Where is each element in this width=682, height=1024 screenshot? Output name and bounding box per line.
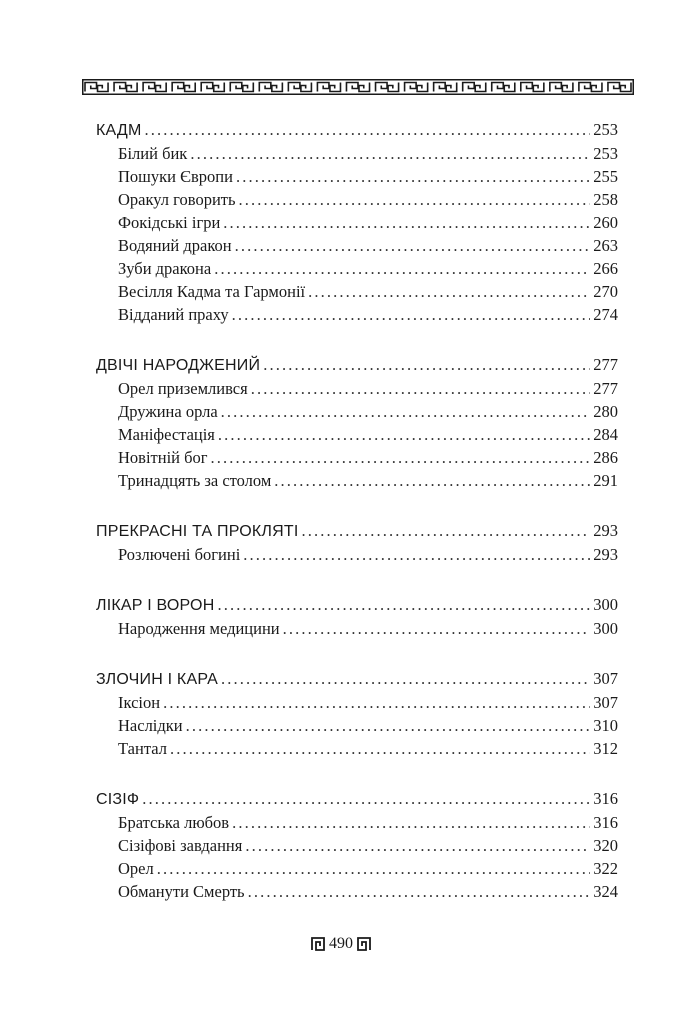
toc-chapter-title: ЗЛОЧИН І КАРА: [96, 671, 218, 688]
toc-entry-title: Зуби дракона: [118, 259, 212, 278]
toc-chapter-title: ДВІЧІ НАРОДЖЕНИЙ: [96, 357, 261, 374]
table-of-contents: [96, 117, 618, 929]
toc-entry-page: 274: [593, 305, 618, 324]
toc-entry-title: Сізіфові завдання: [118, 836, 243, 855]
dot-leader: [170, 737, 590, 760]
toc-entry: [96, 377, 618, 400]
toc-entry-page: 263: [593, 236, 618, 255]
toc-entry: [96, 400, 618, 423]
toc-entry: [96, 543, 618, 566]
toc-chapter: [96, 666, 618, 691]
toc-entry-title: Наслідки: [118, 716, 183, 735]
toc-entry-title: Дружина орла: [118, 402, 218, 421]
toc-entry: [96, 834, 618, 857]
toc-chapter-page: 253: [593, 120, 618, 139]
toc-entry-title: Орел: [118, 859, 154, 878]
dot-leader: [218, 423, 590, 446]
toc-entry: [96, 165, 618, 188]
toc-entry-title: Народження медицини: [118, 619, 280, 638]
greek-key-right-icon: [357, 937, 371, 951]
dot-leader: [232, 303, 591, 326]
page-footer: [0, 930, 682, 958]
page-number: 490: [329, 935, 353, 952]
toc-entry-page: 324: [593, 882, 618, 901]
toc-entry-title: Білий бик: [118, 144, 188, 163]
dot-leader: [157, 857, 591, 880]
toc-entry: [96, 211, 618, 234]
toc-section: [96, 352, 618, 492]
toc-entry-page: 291: [593, 471, 618, 490]
toc-entry-page: 316: [593, 813, 618, 832]
toc-section: [96, 666, 618, 760]
toc-entry-page: 260: [593, 213, 618, 232]
toc-entry-title: Обманути Смерть: [118, 882, 245, 901]
dot-leader: [302, 518, 591, 543]
dot-leader: [239, 188, 591, 211]
toc-entry-page: 307: [593, 693, 618, 712]
dot-leader: [236, 165, 590, 188]
toc-chapter-page: 307: [593, 669, 618, 688]
dot-leader: [274, 469, 590, 492]
toc-chapter-title: ПРЕКРАСНІ ТА ПРОКЛЯТІ: [96, 523, 299, 540]
toc-entry-page: 320: [593, 836, 618, 855]
toc-chapter: [96, 518, 618, 543]
toc-entry: [96, 280, 618, 303]
toc-entry-title: Фокідські ігри: [118, 213, 221, 232]
toc-entry-page: 258: [593, 190, 618, 209]
toc-chapter-page: 293: [593, 521, 618, 540]
dot-leader: [308, 280, 590, 303]
toc-entry: [96, 714, 618, 737]
toc-entry-title: Водяний дракон: [118, 236, 232, 255]
toc-chapter-title: ЛІКАР І ВОРОН: [96, 597, 215, 614]
toc-entry: [96, 423, 618, 446]
toc-entry: [96, 691, 618, 714]
toc-entry-page: 253: [593, 144, 618, 163]
toc-entry: [96, 857, 618, 880]
toc-entry-title: Новітній бог: [118, 448, 208, 467]
toc-chapter: [96, 117, 618, 142]
toc-entry-page: 266: [593, 259, 618, 278]
toc-section: [96, 786, 618, 903]
toc-entry: [96, 617, 618, 640]
toc-entry: [96, 188, 618, 211]
toc-entry: [96, 469, 618, 492]
toc-section: [96, 117, 618, 326]
greek-key-left-icon: [311, 937, 325, 951]
toc-entry: [96, 880, 618, 903]
dot-leader: [163, 691, 590, 714]
toc-entry-title: Тринадцять за столом: [118, 471, 272, 490]
toc-entry-page: 286: [593, 448, 618, 467]
dot-leader: [186, 714, 591, 737]
toc-section: [96, 518, 618, 566]
dot-leader: [145, 117, 591, 142]
dot-leader: [232, 811, 590, 834]
dot-leader: [211, 446, 591, 469]
toc-entry-title: Іксіон: [118, 693, 161, 712]
toc-entry: [96, 142, 618, 165]
dot-leader: [221, 666, 590, 691]
toc-chapter-title: СІЗІФ: [96, 791, 140, 808]
toc-entry-page: 270: [593, 282, 618, 301]
toc-chapter: [96, 592, 618, 617]
toc-entry-title: Відданий праху: [118, 305, 229, 324]
toc-entry-page: 284: [593, 425, 618, 444]
dot-leader: [235, 234, 591, 257]
toc-entry-title: Братська любов: [118, 813, 230, 832]
toc-chapter-page: 316: [593, 789, 618, 808]
dot-leader: [142, 786, 590, 811]
toc-chapter: [96, 352, 618, 377]
toc-entry-page: 300: [593, 619, 618, 638]
dot-leader: [217, 592, 590, 617]
dot-leader: [263, 352, 590, 377]
toc-section: [96, 592, 618, 640]
dot-leader: [243, 543, 590, 566]
toc-chapter-title: КАДМ: [96, 122, 142, 139]
toc-entry-title: Розлючені богині: [118, 545, 241, 564]
toc-entry: [96, 446, 618, 469]
dot-leader: [251, 377, 591, 400]
dot-leader: [223, 211, 590, 234]
toc-entry-page: 255: [593, 167, 618, 186]
toc-entry: [96, 234, 618, 257]
toc-entry-page: 310: [593, 716, 618, 735]
toc-entry: [96, 303, 618, 326]
toc-entry-title: Весілля Кадма та Гармонії: [118, 282, 306, 301]
toc-entry-title: Оракул говорить: [118, 190, 236, 209]
toc-entry-page: 280: [593, 402, 618, 421]
dot-leader: [245, 834, 590, 857]
toc-entry-title: Маніфестація: [118, 425, 215, 444]
greek-key-border-icon: [82, 79, 634, 95]
toc-entry-page: 312: [593, 739, 618, 758]
toc-entry-title: Орел приземлився: [118, 379, 248, 398]
dot-leader: [221, 400, 591, 423]
toc-entry-page: 277: [593, 379, 618, 398]
toc-entry-page: 293: [593, 545, 618, 564]
toc-entry: [96, 811, 618, 834]
toc-entry-page: 322: [593, 859, 618, 878]
toc-entry: [96, 257, 618, 280]
dot-leader: [214, 257, 590, 280]
dot-leader: [283, 617, 591, 640]
dot-leader: [190, 142, 590, 165]
toc-entry: [96, 737, 618, 760]
toc-entry-title: Тантал: [118, 739, 167, 758]
toc-entry-title: Пошуки Європи: [118, 167, 233, 186]
toc-chapter-page: 277: [593, 355, 618, 374]
dot-leader: [248, 880, 591, 903]
toc-chapter-page: 300: [593, 595, 618, 614]
toc-chapter: [96, 786, 618, 811]
